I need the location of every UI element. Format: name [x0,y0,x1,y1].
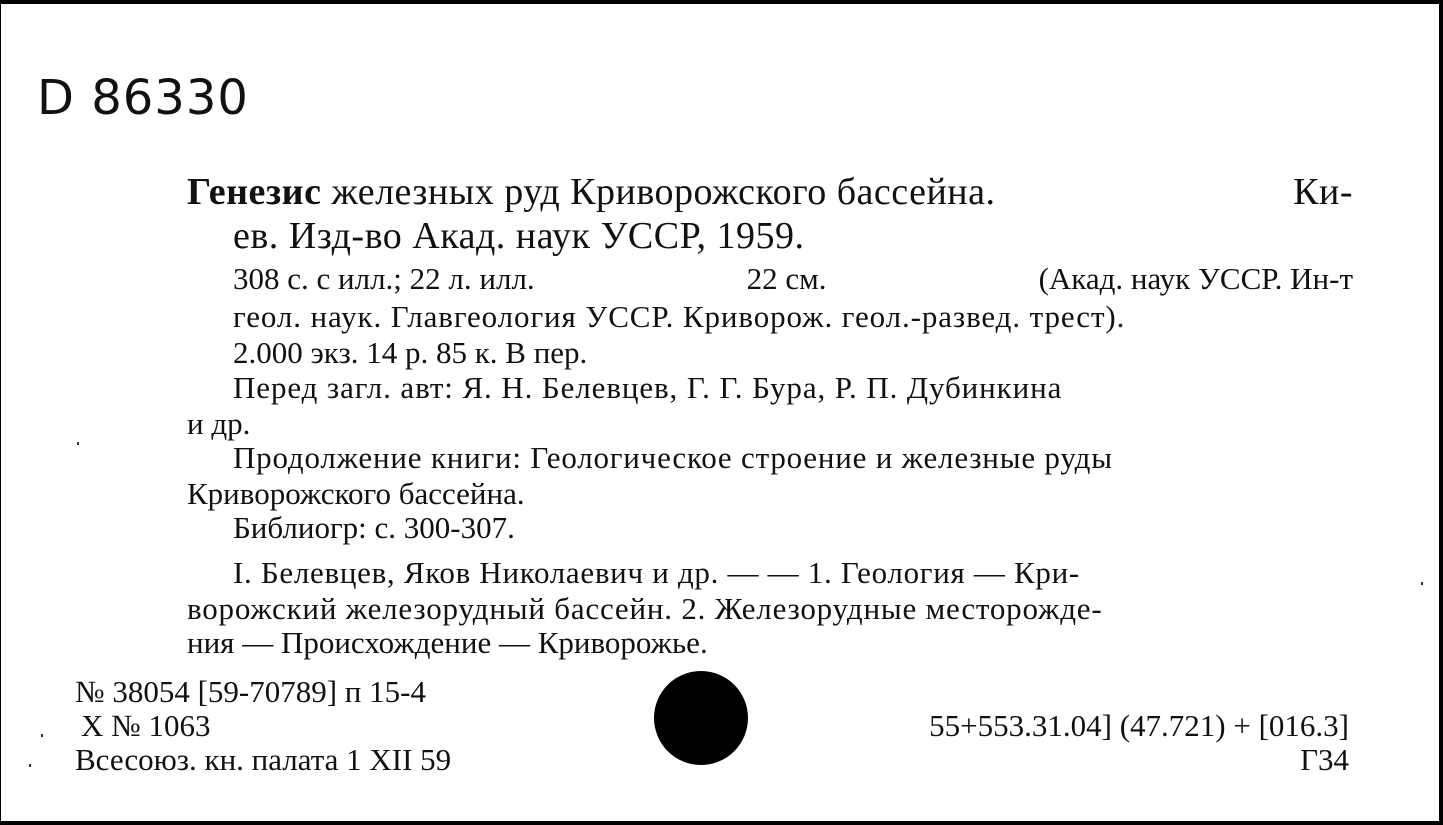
speck [1421,582,1423,585]
description-line-1 [233,263,1353,295]
description-line-2: геол. наук. Главгеология УССР. Криворож. геол.-развед. трест). [233,299,1126,334]
record-number: № 38054 [59-70789] п 15-4 [75,674,426,709]
title-line-2: ев. Изд-во Акад. наук УССР, 1959. [233,215,805,257]
continuation-note: Продолжение книги: Геологическое строение и железные руды [233,440,1113,475]
continuation-note-cont: Криворожского бассейна. [187,476,525,511]
authors-note: Перед загл. авт: Я. Н. Белевцев, Г. Г. Бура, Р. П. Дубинкина [233,370,1063,405]
series-number: Х № 1063 [81,708,211,743]
description-line-3: 2.000 экз. 14 р. 85 к. В пер. [233,335,588,370]
speck [29,764,31,767]
title-line-1 [187,172,1353,212]
bibliography-note: Библиогр: с. 300-307. [233,510,515,545]
classification-code: Г34 [1300,742,1349,777]
tracing-line-2: ворожский железорудный бассейн. 2. Железорудные месторожде- [187,591,1103,626]
tracing-line-1: I. Белевцев, Яков Николаевич и др. — — 1. Геология — Кри- [233,555,1080,590]
tracing-line-3: ния — Происхождение — Криворожье. [187,625,708,660]
speck [41,734,43,737]
punched-hole [654,671,748,765]
title-heading: Генезис [187,171,322,213]
classification-index: 55+553.31.04] (47.721) + [016.3] [929,708,1349,743]
pagination: 308 с. с илл.; 22 л. илл. [233,261,535,296]
authors-note-cont: и др. [187,406,251,441]
inventory-number: D 86330 [37,70,249,126]
title-text: железных руд Криворожского бассейна. [331,171,996,213]
size: 22 см. [746,261,827,296]
speck [77,442,79,445]
series-note: (Акад. наук УССР. Ин-т [1038,261,1353,296]
book-chamber: Всесоюз. кн. палата 1 XII 59 [75,742,452,777]
title-hyphen-end: Ки- [1293,171,1353,213]
